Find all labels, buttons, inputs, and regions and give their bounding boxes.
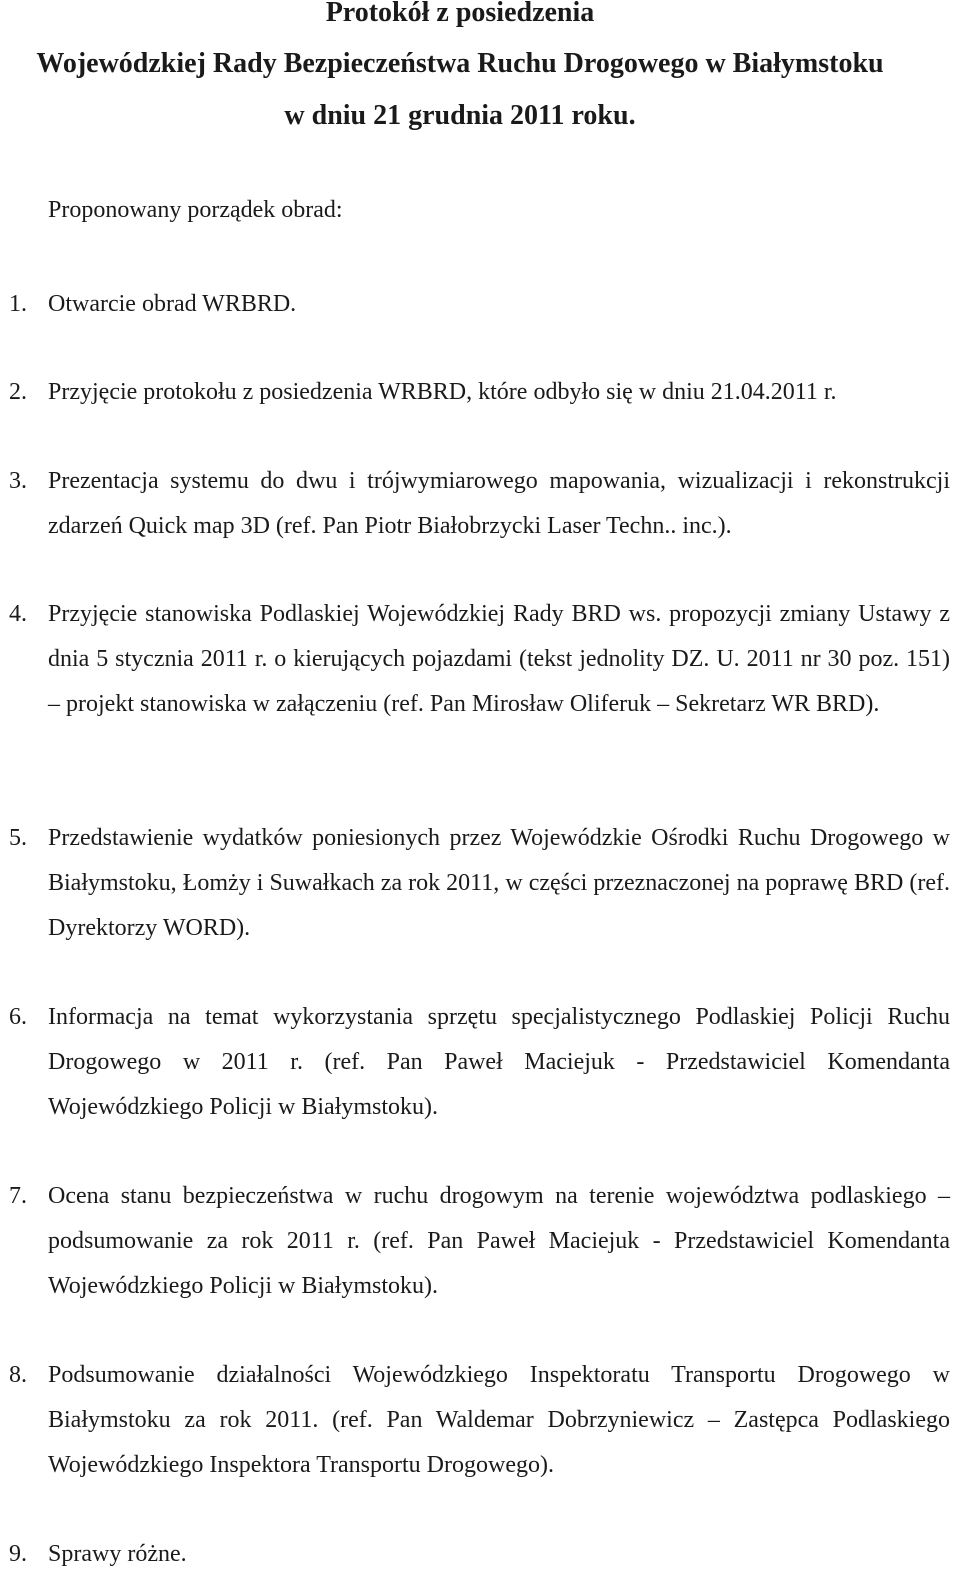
agenda-item-text: Ocena stanu bezpieczeństwa w ruchu drogowym na terenie województwa podlaskiego – podsumowanie za rok 2011 r. (ref. Pan Paweł Maciejuk - Przedstawiciel Komendanta Wojewódzkiego Policji w Białymstoku). (48, 1183, 950, 1299)
agenda-item-text: Sprawy różne. (48, 1541, 187, 1567)
agenda-item (0, 592, 950, 727)
agenda-item-text: Przyjęcie protokołu z posiedzenia WRBRD, które odbyło się w dniu 21.04.2011 r. (48, 379, 837, 405)
agenda-item (0, 459, 950, 549)
agenda-item (0, 1532, 950, 1577)
agenda-item (0, 370, 950, 415)
agenda-item (0, 816, 950, 951)
agenda-item-text: Przyjęcie stanowiska Podlaskiej Wojewódzkiej Rady BRD ws. propozycji zmiany Ustawy z dnia 5 stycznia 2011 r. o kierujących pojazdami (tekst jednolity DZ. U. 2011 nr 30 poz. 151) – projekt stanowiska w załączeniu (ref. Pan Mirosław Oliferuk – Sekretarz WR BRD). (48, 601, 950, 717)
agenda-item-text: Przedstawienie wydatków poniesionych przez Wojewódzkie Ośrodki Ruchu Drogowego w Białymstoku, Łomży i Suwałkach za rok 2011, w części przeznaczonej na poprawę BRD (ref. Dyrektorzy WORD). (48, 825, 950, 941)
agenda-item-number: 1. (9, 291, 27, 317)
agenda-item-number: 4. (9, 601, 27, 627)
agenda-item-number: 2. (9, 379, 27, 405)
agenda-item (0, 1174, 950, 1309)
agenda-item (0, 1353, 950, 1488)
agenda-item-number: 6. (9, 1004, 27, 1030)
agenda-item-number: 8. (9, 1362, 27, 1388)
agenda-item-text: Informacja na temat wykorzystania sprzętu specjalistycznego Podlaskiej Policji Ruchu Drogowego w 2011 r. (ref. Pan Paweł Maciejuk - Przedstawiciel Komendanta Wojewódzkiego Policji w Białymstoku). (48, 1004, 950, 1120)
document-title-line-1: Protokół z posiedzenia (325, 0, 595, 28)
agenda-item-number: 3. (9, 468, 27, 494)
document-title-line-3: w dniu 21 grudnia 2011 roku. (284, 100, 636, 131)
agenda-item-number: 7. (9, 1183, 27, 1209)
agenda-item-number: 9. (9, 1541, 27, 1567)
agenda-item-text: Podsumowanie działalności Wojewódzkiego Inspektoratu Transportu Drogowego w Białymstoku za rok 2011. (ref. Pan Waldemar Dobrzyniewicz – Zastępca Podlaskiego Wojewódzkiego Inspektora Transportu Drogowego). (48, 1362, 950, 1478)
agenda-item (0, 995, 950, 1130)
agenda-item-text: Prezentacja systemu do dwu i trójwymiarowego mapowania, wizualizacji i rekonstrukcji zdarzeń Quick map 3D (ref. Pan Piotr Białobrzycki Laser Techn.. inc.). (48, 468, 950, 539)
agenda-item-number: 5. (9, 825, 27, 851)
agenda-item-text: Otwarcie obrad WRBRD. (48, 291, 297, 317)
agenda-item (0, 282, 950, 327)
agenda-intro: Proponowany porządek obrad: (48, 197, 343, 223)
document-title-line-2: Wojewódzkiej Rady Bezpieczeństwa Ruchu Drogowego w Białymstoku (36, 48, 884, 79)
